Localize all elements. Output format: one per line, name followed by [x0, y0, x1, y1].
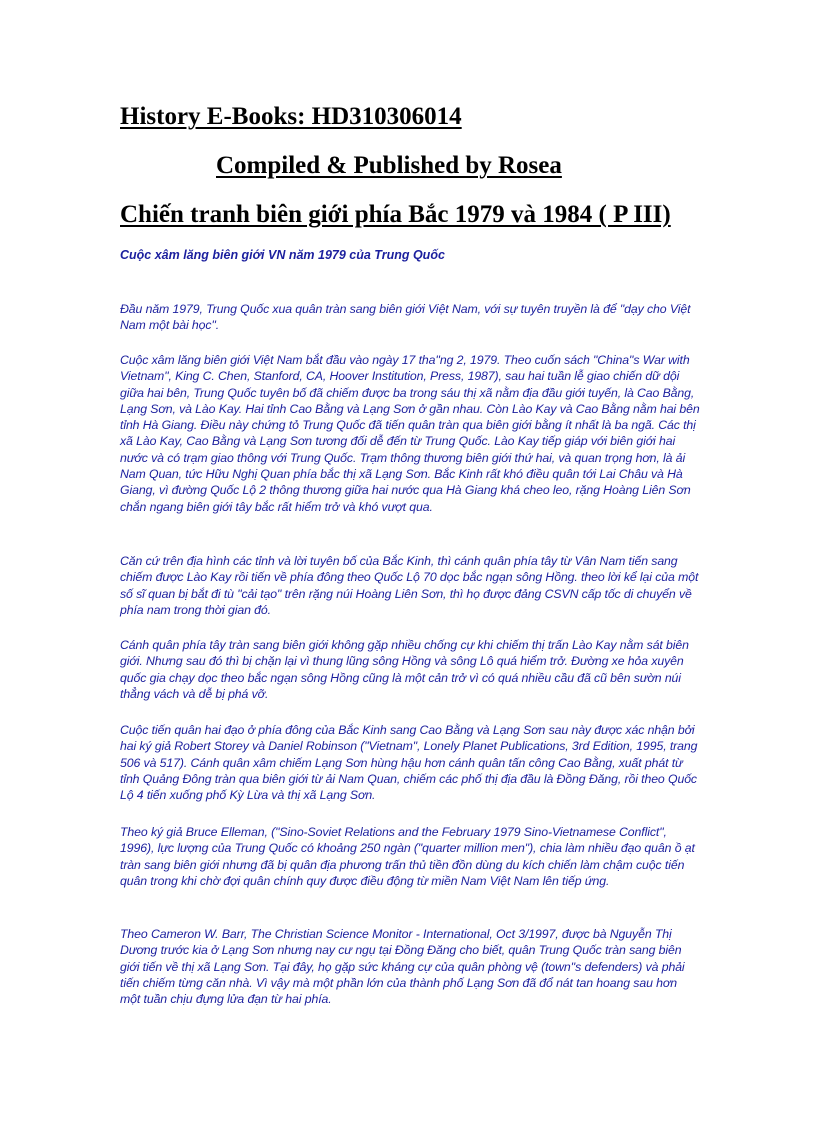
paragraph: Cánh quân phía tây tràn sang biên giới không gặp nhiều chống cự khi chiếm thị trấn Lào Kay nằm sát biên giới. Nhưng sau đó thì bị chặn lại vì thung lũng sông Hồng và sông Lô quá hiểm trở. Đường xe hỏa xuyên quốc gia chạy dọc theo bắc ngạn sông Hồng cũng là một cản trở vì có quá nhiều cầu đã cũ bên sườn núi thẳng vách và dễ bị phá vỡ.: [120, 638, 689, 701]
paragraph: Cuộc xâm lăng biên giới Việt Nam bắt đầu vào ngày 17 tha''ng 2, 1979. Theo cuốn sách "China''s War with Vietnam", King C. Chen, Stanford, CA, Hoover Institution, Press, 1987), sau hai tuần lễ giao chiến dữ dội giữa hai bên, Trung Quốc tuyên bố đã chiếm được ba trong sáu thị xã nằm địa đầu giới tuyến, là Cao Bằng, Lạng Sơn, và Lào Kay. Hai tỉnh Cao Bằng và Lạng Sơn ở gần nhau. Còn Lào Kay và Cao Bằng nằm hai bên tỉnh Hà Giang. Điều này chứng tỏ Trung Quốc đã tiến quân tràn qua biên giới bằng ít nhất là ba ngã. Các thị xã Lào Kay, Cao Bằng và Lạng Sơn tương đối dễ đến từ Trung Quốc. Lào Kay tiếp giáp với biên giới hai nước và có trạm giao thông với Trung Quốc. Trạm thông thương biên giới thứ hai, và quan trọng hơn, là ải Nam Quan, tức Hữu Nghị Quan phía bắc thị xã Lạng Sơn. Bắc Kinh rất khó điều quân tới Lai Châu và Hà Giang, vì đường Quốc Lộ 2 thông thương giữa hai nước qua Hà Giang khá cheo leo, rặng Hoàng Liên Sơn chắn ngang biên giới tây bắc rất hiểm trở và khó vượt qua.: [120, 353, 700, 514]
paragraph: Đầu năm 1979, Trung Quốc xua quân tràn sang biên giới Việt Nam, với sự tuyên truyền là để "dạy cho Việt Nam một bài học".: [120, 302, 691, 333]
document-title-ebook-id: History E-Books: HD310306014: [120, 103, 462, 130]
paragraph: Cuộc tiến quân hai đạo ở phía đông của Bắc Kinh sang Cao Bằng và Lạng Sơn sau này được xác nhận bởi hai ký giả Robert Storey và Daniel Robinson ("Vietnam", Lonely Planet Publications, 3rd Edition, 1995, trang 506 và 517). Cánh quân xâm chiếm Lạng Sơn hùng hậu hơn cánh quân tấn công Cao Bằng, xuất phát từ tỉnh Quảng Đông tràn qua biên giới từ ải Nam Quan, chiếm các phố thị địa đầu là Đồng Đăng, rồi theo Quốc Lộ 4 tiến xuống phố Kỳ Lừa và thị xã Lạng Sơn.: [120, 723, 698, 803]
paragraph: Căn cứ trên địa hình các tỉnh và lời tuyên bố của Bắc Kinh, thì cánh quân phía tây từ Vân Nam tiến sang chiếm được Lào Kay rồi tiến về phía đông theo Quốc Lộ 70 dọc bắc ngạn sông Hồng. theo lời kể lại của một số sĩ quan bị bắt đi tù "cải tạo" trên rặng núi Hoàng Liên Sơn, thì họ được đảng CSVN cấp tốc di chuyển về phía nam trong thời gian đó.: [120, 554, 699, 617]
document-title-publisher: Compiled & Published by Rosea: [216, 152, 562, 179]
section-subtitle: Cuộc xâm lăng biên giới VN năm 1979 của Trung Quốc: [120, 248, 445, 262]
paragraph: Theo ký giả Bruce Elleman, ("Sino-Soviet Relations and the February 1979 Sino-Vietnamese Conflict", 1996), lực lượng của Trung Quốc có khoảng 250 ngàn ("quarter million men"), chia làm nhiều đạo quân ồ ạt tràn sang biên giới nhưng đã bị quân địa phương trấn thủ tiền đồn dùng du kích chiến làm chậm cuộc tiến quân trong khi chờ đợi quân chính quy được điều động từ miền Nam Việt Nam lên tiếp ứng.: [120, 825, 695, 888]
document-title-topic: Chiến tranh biên giới phía Bắc 1979 và 1984 ( P III): [120, 201, 671, 228]
paragraph: Theo Cameron W. Barr, The Christian Science Monitor - International, Oct 3/1997, được bà Nguyễn Thị Dương trước kia ở Lạng Sơn nhưng nay cư ngụ tại Đồng Đăng cho biết, quân Trung Quốc tràn sang biên giới tiến về thị xã Lạng Sơn. Tại đây, họ gặp sức kháng cự của quân phòng vệ (town''s defenders) và phải tiến chiếm từng căn nhà. Vì vậy mà một phần lớn của thành phố Lạng Sơn đã đổ nát tan hoang sau hơn một tuần chịu đựng lửa đạn từ hai phía.: [120, 927, 685, 1007]
